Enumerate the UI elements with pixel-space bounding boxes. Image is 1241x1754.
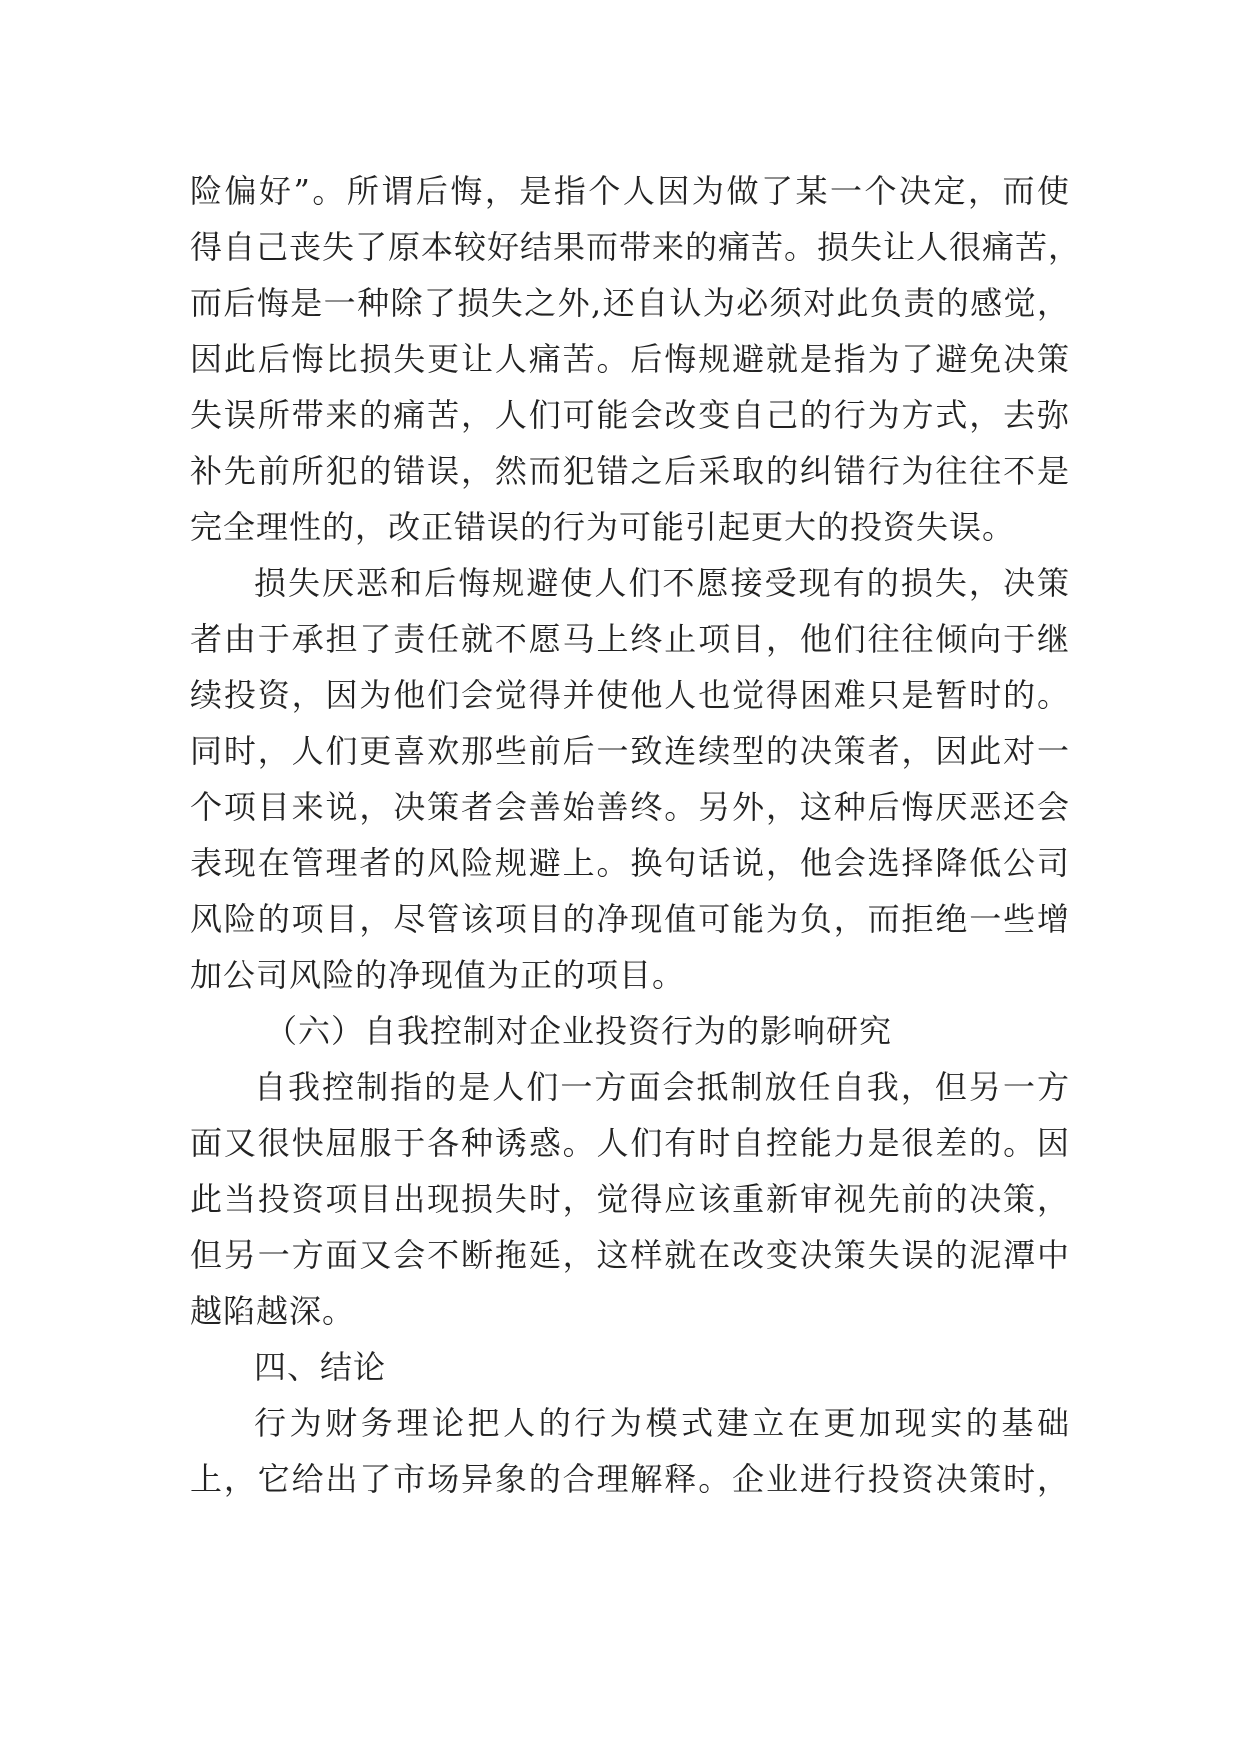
text-line: 加公司风险的净现值为正的项目。 [190,956,686,994]
text-line: 失误所带来的痛苦，人们可能会改变自己的行为方式，去弥 [190,396,1070,434]
paragraph-start-line: 损失厌恶和后悔规避使人们不愿接受现有的损失，决策 [254,564,1070,602]
text-line: 风险的项目，尽管该项目的净现值可能为负，而拒绝一些增 [190,900,1070,938]
section-heading: 四、结论 [254,1348,387,1386]
text-line: 补先前所犯的错误，然而犯错之后采取的纠错行为往往不是 [190,452,1070,490]
text-line: 而后悔是一种除了损失之外,还自认为必须对此负责的感觉， [190,284,1070,322]
text-line: 险偏好”。所谓后悔，是指个人因为做了某一个决定，而使 [190,172,1070,210]
text-line: 者由于承担了责任就不愿马上终止项目，他们往往倾向于继 [190,620,1070,658]
text-line: 越陷越深。 [190,1292,356,1330]
text-line: 此当投资项目出现损失时，觉得应该重新审视先前的决策， [190,1180,1070,1218]
text-line: 完全理性的，改正错误的行为可能引起更大的投资失误。 [190,508,1016,546]
text-line: 因此后悔比损失更让人痛苦。后悔规避就是指为了避免决策 [190,340,1070,378]
paragraph-start-line: 行为财务理论把人的行为模式建立在更加现实的基础 [254,1404,1070,1442]
text-line: 上，它给出了市场异象的合理解释。企业进行投资决策时， [190,1460,1070,1498]
text-line: 个项目来说，决策者会善始善终。另外，这种后悔厌恶还会 [190,788,1070,826]
text-line: 续投资，因为他们会觉得并使他人也觉得困难只是暂时的。 [190,676,1070,714]
text-line: 面又很快屈服于各种诱惑。人们有时自控能力是很差的。因 [190,1124,1070,1162]
text-line: 得自己丧失了原本较好结果而带来的痛苦。损失让人很痛苦， [190,228,1082,266]
paragraph-start-line: 自我控制指的是人们一方面会抵制放任自我，但另一方 [254,1068,1070,1106]
text-line: 同时，人们更喜欢那些前后一致连续型的决策者，因此对一 [190,732,1070,770]
text-line: 但另一方面又会不断拖延，这样就在改变决策失误的泥潭中 [190,1236,1070,1274]
section-heading: （六）自我控制对企业投资行为的影响研究 [265,1012,893,1050]
body-text [190,163,1082,1507]
text-line: 表现在管理者的风险规避上。换句话说，他会选择降低公司 [190,844,1070,882]
